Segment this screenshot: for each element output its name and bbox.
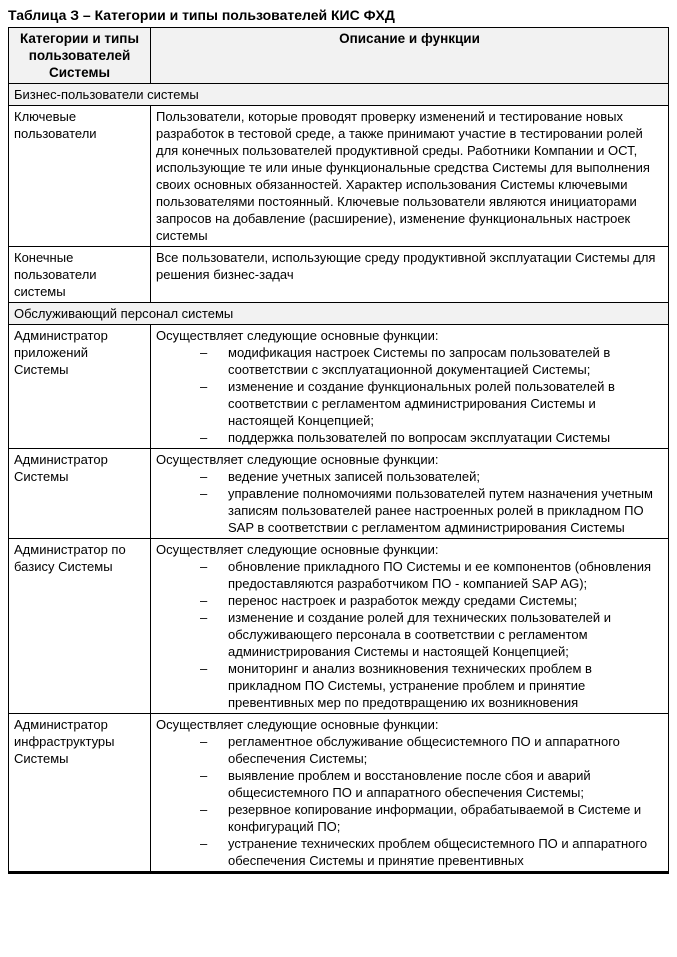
bullet-item: – мониторинг и анализ возникновения технических проблем в прикладном ПО Системы, устранение проблем и принятие превентивных мер по предотвращению их возникновения xyxy=(200,660,663,711)
bullet-item: – обновление прикладного ПО Системы и ее компонентов (обновления предоставляются разработчиком ПО - компанией SAP AG); xyxy=(200,558,663,592)
bullet-item: – резервное копирование информации, обрабатываемой в Системе и конфигураций ПО; xyxy=(200,801,663,835)
section-row-business xyxy=(9,84,669,106)
header-category: Категории и типы пользователей Системы xyxy=(9,28,151,84)
description-intro: Осуществляет следующие основные функции: xyxy=(156,452,439,467)
section-title: Бизнес-пользователи системы xyxy=(9,84,669,106)
description-intro: Осуществляет следующие основные функции: xyxy=(156,542,439,557)
category-cell: Администратор по базису Системы xyxy=(9,539,151,714)
description-cell xyxy=(151,325,669,449)
bullet-item: – перенос настроек и разработок между средами Системы; xyxy=(200,592,663,609)
bullet-item: – изменение и создание функциональных ролей пользователей в соответствии с регламентом администрирования Системы и настоящей Концепцией; xyxy=(200,378,663,429)
function-list xyxy=(156,558,663,711)
category-cell: Конечные пользователи системы xyxy=(9,247,151,303)
category-cell: Администратор Системы xyxy=(9,449,151,539)
table-row xyxy=(9,325,669,449)
table-row xyxy=(9,714,669,873)
description-text: Пользователи, которые проводят проверку изменений и тестирование новых разработок в тестовой среде, а также принимают участие в тестировании ролей для конечных пользователей продуктивной среды. Работники Компании и ОСТ, использующие те или иные функциональные средства Системы для выполнения своих основных обязанностей. Характер использования Системы ключевыми пользователями постоянный. Ключевые пользователи являются инициаторами запросов на добавление (расширение), изменение функциональных настроек системы xyxy=(156,109,650,243)
description-cell xyxy=(151,247,669,303)
category-cell: Ключевые пользователи xyxy=(9,106,151,247)
category-cell: Администратор инфраструктуры Системы xyxy=(9,714,151,873)
category-cell: Администратор приложений Системы xyxy=(9,325,151,449)
users-table xyxy=(8,27,669,874)
table-row xyxy=(9,247,669,303)
function-list xyxy=(156,468,663,536)
description-cell xyxy=(151,106,669,247)
bullet-item: – изменение и создание ролей для технических пользователей и обслуживающего персонала в соответствии с регламентом администрирования Системы и настоящей Концепцией; xyxy=(200,609,663,660)
table-row xyxy=(9,539,669,714)
description-cell xyxy=(151,449,669,539)
bullet-item: – управление полномочиями пользователей путем назначения учетным записям пользователей ранее настроенных ролей в прикладном ПО SAP в соответствии с регламентом администрирования Системы xyxy=(200,485,663,536)
bullet-item: – модификация настроек Системы по запросам пользователей в соответствии с эксплуатационной документацией Системы; xyxy=(200,344,663,378)
bullet-item: – устранение технических проблем общесистемного ПО и аппаратного обеспечения Системы и принятие превентивных xyxy=(200,835,663,869)
header-description: Описание и функции xyxy=(151,28,669,84)
function-list xyxy=(156,733,663,869)
description-cell xyxy=(151,539,669,714)
section-row-staff xyxy=(9,303,669,325)
header-row xyxy=(9,28,669,84)
description-intro: Осуществляет следующие основные функции: xyxy=(156,717,439,732)
bullet-item: – ведение учетных записей пользователей; xyxy=(200,468,663,485)
table-row xyxy=(9,106,669,247)
bullet-item: – выявление проблем и восстановление после сбоя и аварий общесистемного ПО и аппаратного обеспечения Системы; xyxy=(200,767,663,801)
bullet-item: – поддержка пользователей по вопросам эксплуатации Системы xyxy=(200,429,663,446)
description-intro: Осуществляет следующие основные функции: xyxy=(156,328,439,343)
table-row xyxy=(9,449,669,539)
document-title: Таблица З – Категории и типы пользователей КИС ФХД xyxy=(8,7,395,23)
function-list xyxy=(156,344,663,446)
bullet-item: – регламентное обслуживание общесистемного ПО и аппаратного обеспечения Системы; xyxy=(200,733,663,767)
section-title: Обслуживающий персонал системы xyxy=(9,303,669,325)
description-cell xyxy=(151,714,669,873)
description-text: Все пользователи, использующие среду продуктивной эксплуатации Системы для решения бизнес-задач xyxy=(156,250,656,282)
